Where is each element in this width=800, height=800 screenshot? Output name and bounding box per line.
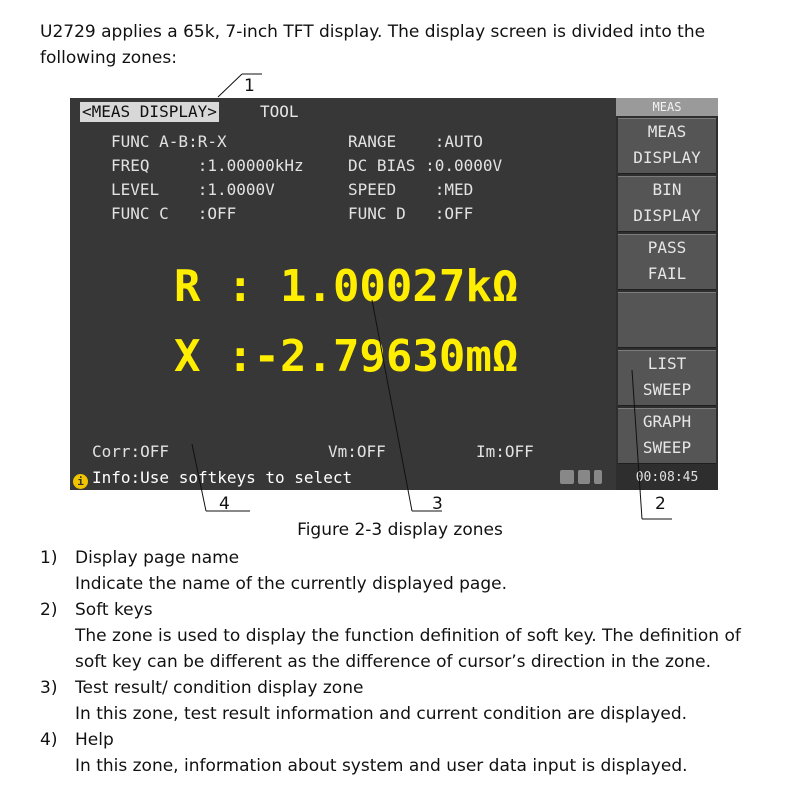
result-r-value: R : 1.00027kΩ <box>174 261 519 312</box>
tool-tab[interactable]: TOOL <box>260 102 299 121</box>
list-item-desc: In this zone, test result information and current condition are displayed. <box>75 704 688 724</box>
list-item-number: 2) <box>40 600 58 620</box>
figure-caption: Figure 2-3 display zones <box>297 520 503 540</box>
list-item-title: Soft keys <box>75 600 153 620</box>
callout-3-leader <box>372 300 412 511</box>
list-item-title: Test result/ condition display zone <box>75 678 364 698</box>
corr-status[interactable]: Corr:OFF <box>92 442 170 461</box>
info-icon: i <box>73 474 88 489</box>
vm-status[interactable]: Vm:OFF <box>328 442 386 461</box>
list-item-number: 3) <box>40 678 58 698</box>
list-item-title: Display page name <box>75 548 240 568</box>
list-item-desc: In this zone, information about system and user data input is displayed. <box>75 756 688 776</box>
intro-line-2: following zones: <box>40 48 177 68</box>
callout-3-label: 3 <box>432 494 443 514</box>
callout-4-leader <box>192 444 206 511</box>
callout-1-leader <box>218 74 242 97</box>
softkey-list-sweep[interactable]: LIST SWEEP <box>618 350 716 406</box>
param-speed[interactable]: SPEED :MED <box>348 180 474 199</box>
list-item-desc: soft key can be different as the difference of cursor’s direction in the zone. <box>75 652 711 672</box>
help-info-text: Info:Use softkeys to select <box>92 468 353 487</box>
callout-1-label: 1 <box>244 76 255 96</box>
callout-2-label: 2 <box>655 494 666 514</box>
callout-4-label: 4 <box>219 494 230 514</box>
param-range[interactable]: RANGE :AUTO <box>348 132 483 151</box>
result-x-value: X :-2.79630mΩ <box>174 331 519 382</box>
softkey-bin-display[interactable]: BIN DISPLAY <box>618 176 716 232</box>
list-item <box>40 675 760 727</box>
param-level[interactable]: LEVEL :1.0000V <box>111 180 275 199</box>
list-item <box>40 727 760 779</box>
list-item <box>40 545 760 597</box>
clock: 00:08:45 <box>635 470 699 485</box>
softkey-header: MEAS <box>616 98 718 116</box>
param-dc-bias[interactable]: DC BIAS :0.0000V <box>348 156 503 175</box>
softkey-graph-sweep[interactable]: GRAPH SWEEP <box>618 408 716 464</box>
list-item-title: Help <box>75 730 114 750</box>
param-func-c[interactable]: FUNC C :OFF <box>111 204 237 223</box>
param-func-d[interactable]: FUNC D :OFF <box>348 204 474 223</box>
list-item-desc: Indicate the name of the currently displayed page. <box>75 574 507 594</box>
zone-list <box>40 545 760 779</box>
param-func-ab[interactable]: FUNC A-B:R-X <box>111 132 227 151</box>
list-item-number: 1) <box>40 548 58 568</box>
softkey-meas-display[interactable]: MEAS DISPLAY <box>618 118 716 174</box>
softkey-pass-fail[interactable]: PASS FAIL <box>618 234 716 290</box>
callout-2-leader <box>632 370 642 519</box>
list-item-desc: The zone is used to display the function definition of soft key. The definition of <box>75 626 741 646</box>
param-freq[interactable]: FREQ :1.00000kHz <box>111 156 304 175</box>
list-item <box>40 597 760 675</box>
page-name[interactable]: <MEAS DISPLAY> <box>82 102 217 121</box>
im-status[interactable]: Im:OFF <box>476 442 534 461</box>
list-item-number: 4) <box>40 730 58 750</box>
intro-line-1: U2729 applies a 65k, 7-inch TFT display. The display screen is divided into the <box>40 22 706 42</box>
